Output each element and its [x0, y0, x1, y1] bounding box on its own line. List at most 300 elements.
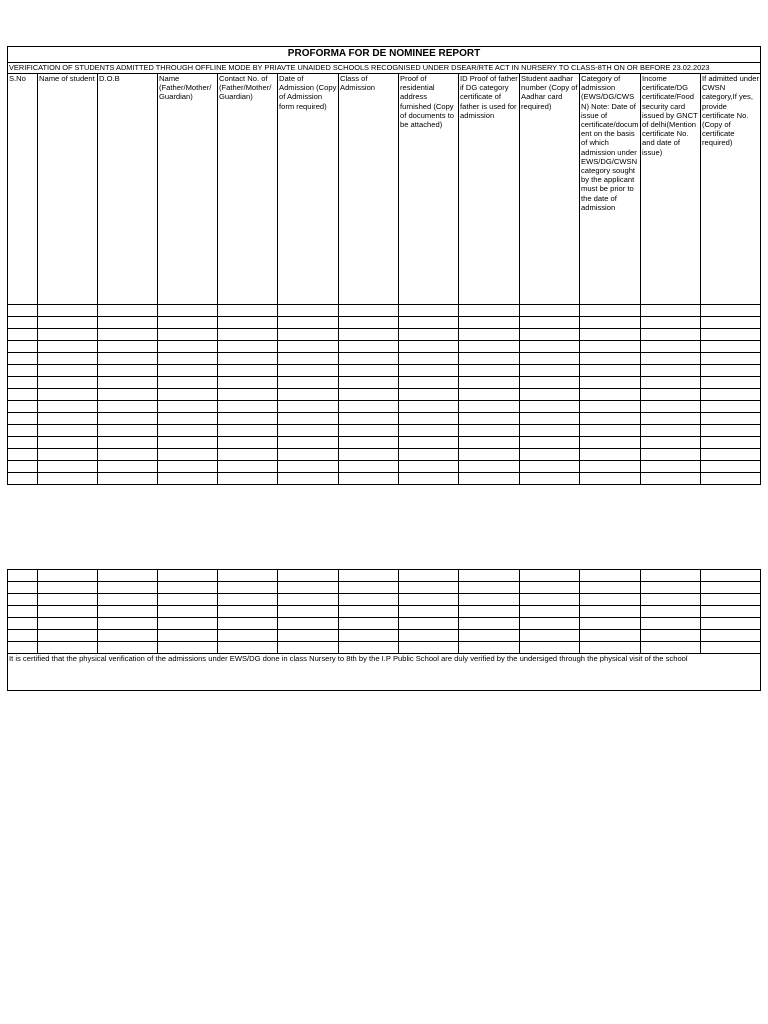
- table-cell: [158, 341, 218, 353]
- table-row: [8, 305, 761, 317]
- table-cell: [520, 473, 580, 485]
- column-header: D.O.B: [98, 74, 158, 305]
- table-cell: [218, 606, 278, 618]
- table-cell: [339, 425, 399, 437]
- table-row: [8, 341, 761, 353]
- table-cell: [520, 305, 580, 317]
- table-cell: [399, 353, 459, 365]
- table-cell: [8, 401, 38, 413]
- table-cell: [701, 606, 761, 618]
- table-cell: [520, 401, 580, 413]
- table-cell: [8, 353, 38, 365]
- table-cell: [399, 413, 459, 425]
- table-cell: [38, 473, 98, 485]
- table-cell: [580, 630, 641, 642]
- table-cell: [520, 606, 580, 618]
- table-cell: [278, 449, 339, 461]
- table-row: [8, 582, 761, 594]
- table-cell: [8, 630, 38, 642]
- table-cell: [399, 401, 459, 413]
- table-cell: [158, 630, 218, 642]
- table-cell: [520, 449, 580, 461]
- table-cell: [459, 341, 520, 353]
- table-cell: [218, 570, 278, 582]
- table-cell: [8, 570, 38, 582]
- table-cell: [278, 305, 339, 317]
- table-cell: [339, 630, 399, 642]
- table-cell: [38, 570, 98, 582]
- table-cell: [701, 305, 761, 317]
- table-row: [8, 606, 761, 618]
- table-cell: [38, 425, 98, 437]
- table-cell: [218, 630, 278, 642]
- table-cell: [701, 401, 761, 413]
- table-row: [8, 630, 761, 642]
- table-cell: [641, 437, 701, 449]
- table-row: [8, 594, 761, 606]
- table-cell: [701, 377, 761, 389]
- table-cell: [459, 606, 520, 618]
- table-cell: [218, 413, 278, 425]
- table-cell: [459, 329, 520, 341]
- column-header: Contact No. of (Father/Mother/Guardian): [218, 74, 278, 305]
- table-cell: [38, 618, 98, 630]
- table-cell: [459, 570, 520, 582]
- table-cell: [641, 413, 701, 425]
- table-cell: [701, 630, 761, 642]
- table-cell: [158, 353, 218, 365]
- table-cell: [520, 353, 580, 365]
- table-cell: [701, 341, 761, 353]
- table-cell: [38, 642, 98, 654]
- table-cell: [8, 449, 38, 461]
- table-cell: [459, 642, 520, 654]
- table-cell: [459, 449, 520, 461]
- table-cell: [339, 401, 399, 413]
- table-cell: [701, 353, 761, 365]
- table-cell: [580, 473, 641, 485]
- column-header: Category of admission (EWS/DG/CWSN) Note: Date of issue of certificate/document on the basis of which admission under EWS/DG/CWSN category sought by the applicant must be prior to the date of admission: [580, 74, 641, 305]
- table-row: [8, 353, 761, 365]
- table-cell: [98, 305, 158, 317]
- table-cell: [399, 630, 459, 642]
- table-cell: [278, 642, 339, 654]
- table-cell: [278, 594, 339, 606]
- table-cell: [399, 305, 459, 317]
- table-cell: [520, 365, 580, 377]
- table-cell: [158, 606, 218, 618]
- table-cell: [580, 570, 641, 582]
- table-cell: [38, 401, 98, 413]
- table-cell: [459, 377, 520, 389]
- table-cell: [38, 461, 98, 473]
- table-cell: [8, 413, 38, 425]
- table-cell: [339, 413, 399, 425]
- table-cell: [278, 413, 339, 425]
- table-cell: [98, 353, 158, 365]
- table-cell: [158, 449, 218, 461]
- table-cell: [580, 425, 641, 437]
- table-cell: [459, 413, 520, 425]
- table-cell: [278, 570, 339, 582]
- table-cell: [641, 377, 701, 389]
- table-cell: [459, 618, 520, 630]
- table-cell: [218, 341, 278, 353]
- table-cell: [98, 449, 158, 461]
- table-cell: [520, 618, 580, 630]
- table-cell: [399, 389, 459, 401]
- table-cell: [218, 437, 278, 449]
- table-cell: [158, 389, 218, 401]
- report-subtitle: VERIFICATION OF STUDENTS ADMITTED THROUGH OFFLINE MODE BY PRIAVTE UNAIDED SCHOOLS RECOGNISED UNDER DSEAR/RTE ACT IN NURSERY TO CLASS-8TH ON OR BEFORE 23.02.2023: [8, 63, 761, 74]
- table-cell: [8, 473, 38, 485]
- table-cell: [8, 618, 38, 630]
- blank-gap: [7, 485, 760, 569]
- table-cell: [701, 461, 761, 473]
- table-row: [8, 377, 761, 389]
- table-cell: [38, 305, 98, 317]
- table-cell: [520, 570, 580, 582]
- table-cell: [158, 594, 218, 606]
- table-cell: [520, 425, 580, 437]
- table-cell: [701, 582, 761, 594]
- table-cell: [520, 630, 580, 642]
- table-cell: [580, 594, 641, 606]
- table-cell: [339, 642, 399, 654]
- table-cell: [459, 594, 520, 606]
- table-cell: [580, 618, 641, 630]
- column-header: Name of student: [38, 74, 98, 305]
- table-cell: [339, 437, 399, 449]
- table-row: [8, 618, 761, 630]
- table-cell: [278, 630, 339, 642]
- table-cell: [459, 437, 520, 449]
- table-cell: [158, 618, 218, 630]
- table-cell: [580, 305, 641, 317]
- table-cell: [520, 437, 580, 449]
- table-row: [8, 461, 761, 473]
- table-cell: [278, 401, 339, 413]
- table-cell: [8, 582, 38, 594]
- table-cell: [38, 329, 98, 341]
- table-cell: [218, 473, 278, 485]
- table-cell: [701, 618, 761, 630]
- table-cell: [158, 377, 218, 389]
- table-cell: [8, 594, 38, 606]
- table-cell: [38, 630, 98, 642]
- table-cell: [218, 365, 278, 377]
- table-cell: [399, 425, 459, 437]
- table-cell: [520, 642, 580, 654]
- table-cell: [218, 582, 278, 594]
- table-cell: [218, 389, 278, 401]
- table-cell: [278, 582, 339, 594]
- table-cell: [339, 389, 399, 401]
- table-cell: [399, 317, 459, 329]
- table-cell: [701, 437, 761, 449]
- table-cell: [339, 449, 399, 461]
- table-cell: [641, 305, 701, 317]
- table-cell: [641, 461, 701, 473]
- table-cell: [459, 630, 520, 642]
- table-cell: [399, 618, 459, 630]
- table-cell: [38, 413, 98, 425]
- table-cell: [641, 449, 701, 461]
- table-cell: [339, 377, 399, 389]
- table-cell: [38, 317, 98, 329]
- table-cell: [98, 377, 158, 389]
- table-cell: [8, 377, 38, 389]
- column-header: Income certificate/DG certificate/Food security card issued by GNCT of delhi(Mention certificate No. and date of issue): [641, 74, 701, 305]
- table-cell: [38, 449, 98, 461]
- table-cell: [8, 606, 38, 618]
- table-cell: [580, 582, 641, 594]
- table-cell: [158, 461, 218, 473]
- table-cell: [278, 377, 339, 389]
- table-cell: [399, 570, 459, 582]
- table-cell: [339, 365, 399, 377]
- table-cell: [38, 582, 98, 594]
- table-cell: [218, 618, 278, 630]
- column-header: ID Proof of father if DG category certificate of father is used for admission: [459, 74, 520, 305]
- table-cell: [98, 594, 158, 606]
- table-cell: [701, 473, 761, 485]
- table-row: [8, 473, 761, 485]
- table-cell: [38, 365, 98, 377]
- table-row: [8, 401, 761, 413]
- table-cell: [580, 389, 641, 401]
- table-cell: [218, 317, 278, 329]
- table-cell: [218, 353, 278, 365]
- report-title: PROFORMA FOR DE NOMINEE REPORT: [8, 47, 761, 63]
- table-cell: [278, 461, 339, 473]
- table-cell: [218, 305, 278, 317]
- table-cell: [641, 353, 701, 365]
- table-row: [8, 570, 761, 582]
- table-cell: [459, 401, 520, 413]
- table-cell: [278, 606, 339, 618]
- table-cell: [701, 594, 761, 606]
- table-cell: [8, 317, 38, 329]
- table-cell: [580, 461, 641, 473]
- table-cell: [158, 570, 218, 582]
- table-cell: [641, 425, 701, 437]
- table-cell: [399, 642, 459, 654]
- table-cell: [339, 461, 399, 473]
- table-cell: [158, 582, 218, 594]
- table-cell: [399, 329, 459, 341]
- table-cell: [399, 437, 459, 449]
- table-cell: [278, 329, 339, 341]
- table-cell: [459, 317, 520, 329]
- table-cell: [339, 329, 399, 341]
- table-cell: [98, 582, 158, 594]
- table-cell: [278, 389, 339, 401]
- table-cell: [8, 425, 38, 437]
- table-cell: [98, 389, 158, 401]
- table-cell: [641, 317, 701, 329]
- table-cell: [38, 594, 98, 606]
- table-cell: [8, 365, 38, 377]
- table-cell: [580, 437, 641, 449]
- table-cell: [580, 329, 641, 341]
- continuation-table: [7, 569, 761, 691]
- table-cell: [158, 317, 218, 329]
- table-cell: [459, 305, 520, 317]
- table-cell: [8, 642, 38, 654]
- table-cell: [701, 389, 761, 401]
- table-cell: [580, 353, 641, 365]
- table-cell: [459, 425, 520, 437]
- table-cell: [278, 317, 339, 329]
- table-cell: [98, 365, 158, 377]
- table-cell: [459, 461, 520, 473]
- table-cell: [158, 473, 218, 485]
- table-cell: [520, 341, 580, 353]
- table-cell: [218, 401, 278, 413]
- table-row: [8, 449, 761, 461]
- table-cell: [339, 473, 399, 485]
- table-cell: [701, 449, 761, 461]
- table-cell: [459, 389, 520, 401]
- table-cell: [8, 341, 38, 353]
- table-cell: [38, 353, 98, 365]
- table-cell: [218, 425, 278, 437]
- table-cell: [399, 606, 459, 618]
- column-header: S.No: [8, 74, 38, 305]
- proforma-sheet: [7, 46, 760, 691]
- table-cell: [339, 341, 399, 353]
- table-cell: [218, 377, 278, 389]
- column-header: Student aadhar number (Copy of Aadhar card required): [520, 74, 580, 305]
- table-cell: [399, 449, 459, 461]
- table-cell: [580, 606, 641, 618]
- table-cell: [98, 642, 158, 654]
- table-cell: [218, 461, 278, 473]
- table-cell: [520, 329, 580, 341]
- table-cell: [278, 341, 339, 353]
- table-cell: [98, 570, 158, 582]
- table-cell: [701, 365, 761, 377]
- column-header: Name (Father/Mother/Guardian): [158, 74, 218, 305]
- table-cell: [701, 642, 761, 654]
- table-cell: [641, 401, 701, 413]
- table-row: [8, 365, 761, 377]
- table-cell: [641, 642, 701, 654]
- table-cell: [339, 570, 399, 582]
- table-cell: [158, 425, 218, 437]
- table-row: [8, 425, 761, 437]
- table-cell: [520, 594, 580, 606]
- table-cell: [38, 437, 98, 449]
- table-cell: [278, 473, 339, 485]
- table-cell: [98, 341, 158, 353]
- table-cell: [98, 317, 158, 329]
- table-cell: [641, 582, 701, 594]
- table-cell: [399, 582, 459, 594]
- table-cell: [339, 618, 399, 630]
- table-cell: [520, 389, 580, 401]
- table-cell: [38, 341, 98, 353]
- column-header: Class of Admission: [339, 74, 399, 305]
- table-cell: [158, 642, 218, 654]
- table-cell: [158, 305, 218, 317]
- table-cell: [641, 473, 701, 485]
- table-cell: [278, 425, 339, 437]
- table-cell: [158, 329, 218, 341]
- table-cell: [701, 329, 761, 341]
- proforma-table: [7, 46, 761, 485]
- table-cell: [641, 329, 701, 341]
- table-cell: [158, 437, 218, 449]
- table-cell: [399, 377, 459, 389]
- table-row: [8, 642, 761, 654]
- table-cell: [520, 413, 580, 425]
- table-cell: [278, 365, 339, 377]
- table-cell: [459, 353, 520, 365]
- table-cell: [520, 582, 580, 594]
- table-cell: [158, 365, 218, 377]
- table-cell: [8, 389, 38, 401]
- table-cell: [399, 341, 459, 353]
- table-cell: [339, 606, 399, 618]
- table-cell: [701, 425, 761, 437]
- table-cell: [98, 437, 158, 449]
- table-cell: [8, 329, 38, 341]
- table-cell: [641, 570, 701, 582]
- table-cell: [520, 317, 580, 329]
- table-cell: [399, 473, 459, 485]
- table-cell: [399, 365, 459, 377]
- column-header: Date of Admission (Copy of Admission form required): [278, 74, 339, 305]
- table-cell: [98, 401, 158, 413]
- table-row: [8, 317, 761, 329]
- table-cell: [218, 449, 278, 461]
- column-header: If admitted under CWSN category,If yes, provide certificate No. (Copy of certificate required): [701, 74, 761, 305]
- table-cell: [580, 341, 641, 353]
- table-cell: [459, 365, 520, 377]
- table-cell: [339, 353, 399, 365]
- table-row: [8, 413, 761, 425]
- table-row: [8, 389, 761, 401]
- table-cell: [278, 437, 339, 449]
- table-cell: [701, 317, 761, 329]
- table-cell: [580, 365, 641, 377]
- table-cell: [98, 630, 158, 642]
- column-header: Proof of residential address furnished (Copy of documents to be attached): [399, 74, 459, 305]
- table-cell: [641, 389, 701, 401]
- table-cell: [641, 341, 701, 353]
- table-cell: [98, 425, 158, 437]
- table-cell: [38, 606, 98, 618]
- certification-text: It is certified that the physical verification of the admissions under EWS/DG done in class Nursery to 8th by the I.P Public School are duly verified by the undersiged through the physical visit of the school: [8, 654, 761, 691]
- table-cell: [158, 401, 218, 413]
- table-cell: [218, 329, 278, 341]
- table-row: [8, 437, 761, 449]
- table-cell: [339, 594, 399, 606]
- header-row: [8, 74, 761, 305]
- table-cell: [580, 377, 641, 389]
- table-cell: [218, 642, 278, 654]
- table-cell: [98, 618, 158, 630]
- table-cell: [8, 461, 38, 473]
- table-cell: [641, 606, 701, 618]
- table-cell: [399, 594, 459, 606]
- table-cell: [339, 582, 399, 594]
- table-cell: [38, 377, 98, 389]
- table-cell: [158, 413, 218, 425]
- table-cell: [339, 305, 399, 317]
